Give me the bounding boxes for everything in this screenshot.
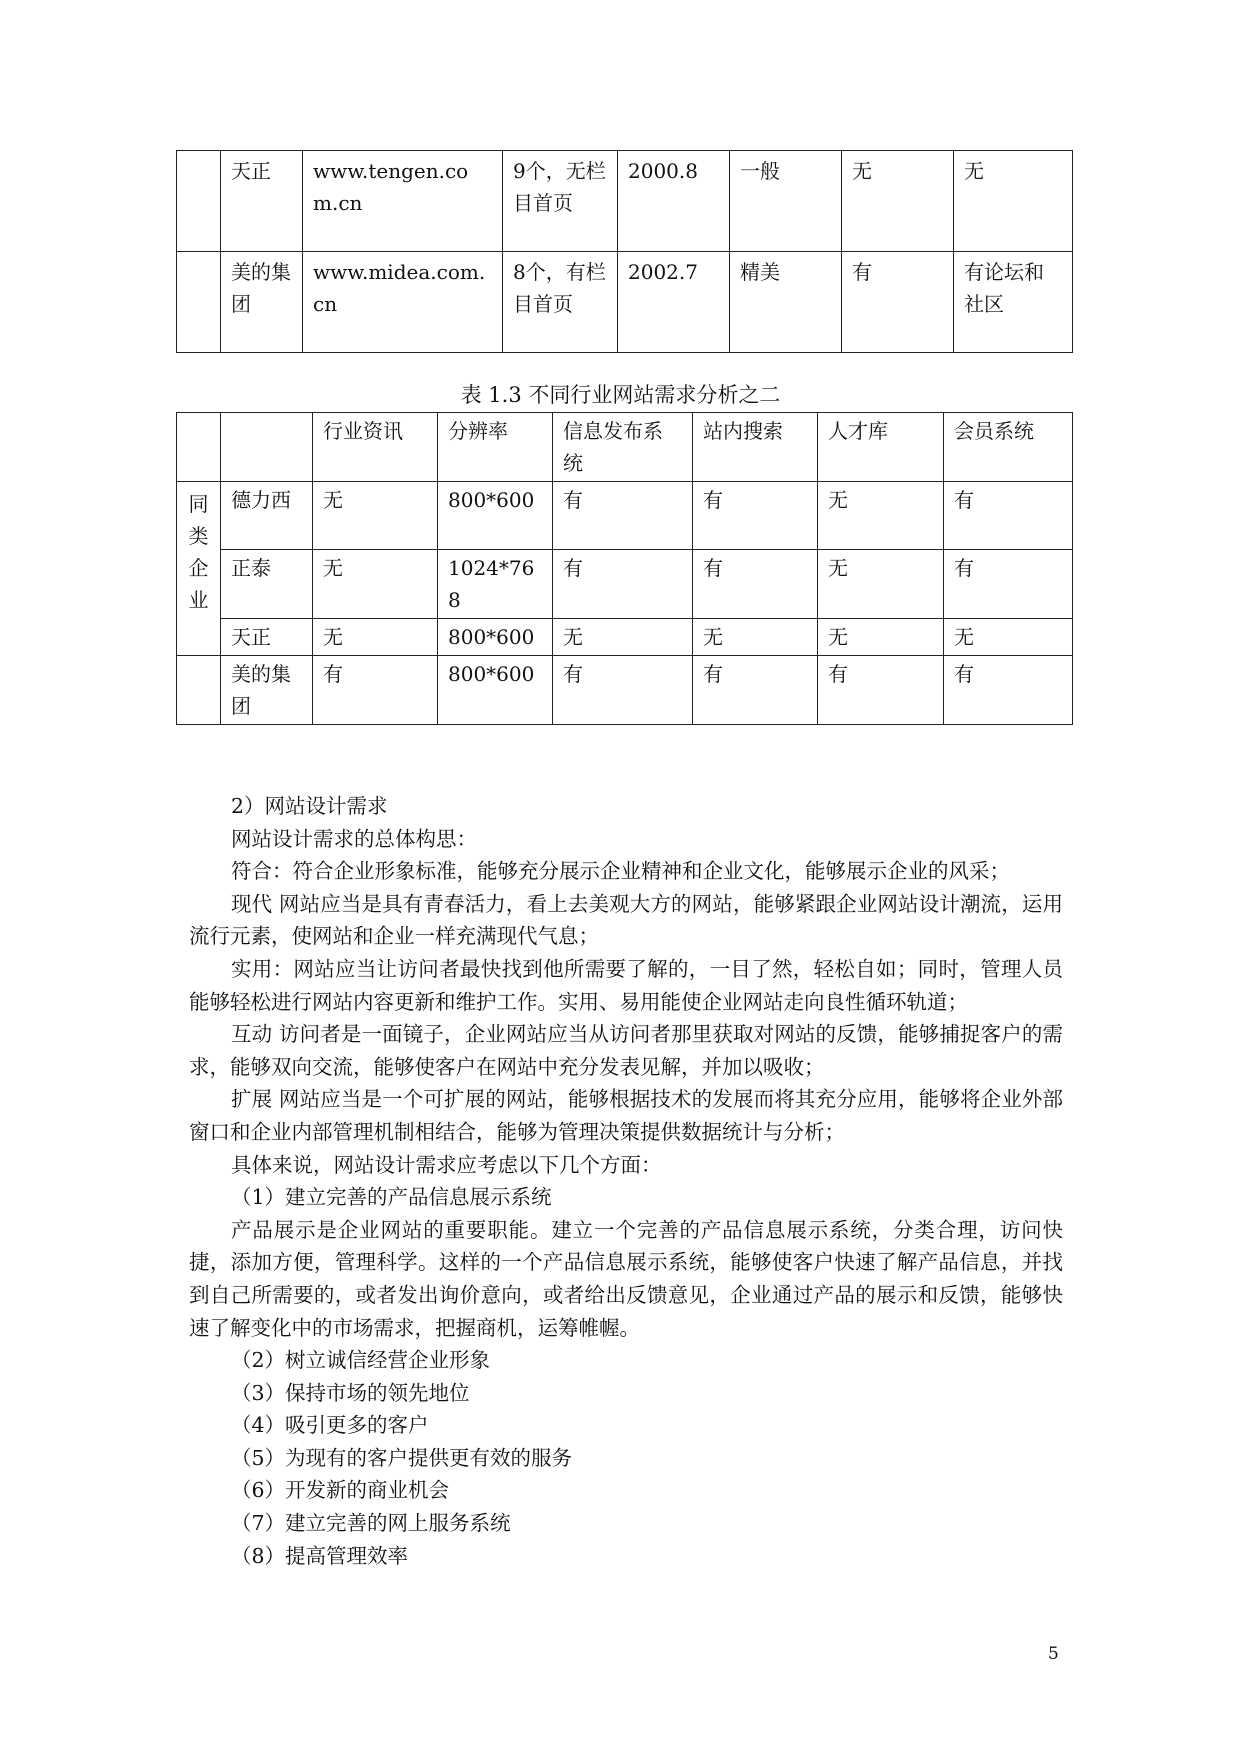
table-cell: 无	[842, 151, 954, 252]
table-cell	[177, 656, 221, 725]
list-item: （3）保持市场的领先地位	[231, 1380, 470, 1405]
paragraph: 现代 网站应当是具有青春活力，看上去美观大方的网站，能够紧跟企业网站设计潮流，运用流行元素，使网站和企业一样充满现代气息；	[189, 891, 1063, 949]
table-cell: 无	[818, 482, 944, 550]
table-cell: 2002.7	[618, 252, 730, 353]
paragraph: 具体来说，网站设计需求应考虑以下几个方面：	[231, 1152, 662, 1177]
table-cell: www.tengen.com.cn	[303, 151, 503, 252]
table-cell: 有	[693, 482, 818, 550]
paragraph: 网站设计需求的总体构思：	[231, 826, 477, 851]
table-header-cell: 分辨率	[438, 413, 553, 482]
group-label-text: 同类企业	[188, 492, 209, 612]
table-cell: 有	[693, 656, 818, 725]
paragraph: 符合：符合企业形象标准，能够充分展示企业精神和企业文化，能够展示企业的风采；	[231, 859, 1010, 884]
table-header-cell: 会员系统	[944, 413, 1073, 482]
table-cell: 精美	[730, 252, 842, 353]
table-cell: 800*600	[438, 656, 553, 725]
paragraph: 扩展 网站应当是一个可扩展的网站，能够根据技术的发展而将其充分应用，能够将企业外部窗口和企业内部管理机制相结合，能够为管理决策提供数据统计与分析；	[189, 1087, 1063, 1144]
table-header-cell: 人才库	[818, 413, 944, 482]
table-cell: 有	[944, 550, 1073, 619]
table-cell: 有	[944, 482, 1073, 550]
list-item: （7）建立完善的网上服务系统	[231, 1511, 511, 1536]
list-item: （2）树立诚信经营企业形象	[231, 1348, 491, 1373]
table-cell: 正泰	[221, 550, 313, 619]
paragraph: 实用：网站应当让访问者最快找到他所需要了解的，一目了然，轻松自如；同时，管理人员能够轻松进行网站内容更新和维护工作。实用、易用能使企业网站走向良性循环轨道；	[189, 956, 1063, 1014]
table-row	[177, 656, 1073, 725]
table-cell: 1024*768	[438, 550, 553, 619]
table-cell: 无	[818, 619, 944, 656]
table-cell: 无	[954, 151, 1073, 252]
table-cell: 天正	[221, 619, 313, 656]
table-header-cell	[221, 413, 313, 482]
table-row	[177, 482, 1073, 550]
list-item: （5）为现有的客户提供更有效的服务	[231, 1445, 573, 1470]
table-cell: 无	[313, 482, 438, 550]
table-header-cell: 行业资讯	[313, 413, 438, 482]
table-cell: 有	[693, 550, 818, 619]
table-cell: 无	[553, 619, 693, 656]
table-cell: 8个，有栏目首页	[503, 252, 618, 353]
table-header-cell: 信息发布系统	[553, 413, 693, 482]
table-cell: 有	[553, 550, 693, 619]
table-cell: 一般	[730, 151, 842, 252]
table-cell: 有	[313, 656, 438, 725]
group-label	[177, 482, 221, 656]
list-item: （1）建立完善的产品信息展示系统	[231, 1185, 552, 1210]
table-cell: 有	[944, 656, 1073, 725]
table-row	[177, 619, 1073, 656]
table-cell: 天正	[221, 151, 303, 252]
table-cell: 无	[818, 550, 944, 619]
page-number: 5	[1048, 1644, 1059, 1664]
table-cell: 800*600	[438, 619, 553, 656]
table-analysis-2	[176, 412, 1073, 725]
table-row	[177, 550, 1073, 619]
paragraph: 互动 访问者是一面镜子，企业网站应当从访问者那里获取对网站的反馈，能够捕捉客户的需求，能够双向交流，能够使客户在网站中充分发表见解，并加以吸收；	[189, 1022, 1063, 1079]
table-cell: 无	[693, 619, 818, 656]
list-item: （8）提高管理效率	[231, 1543, 409, 1568]
table-cell: 有论坛和社区	[954, 252, 1073, 353]
table-cell: 无	[944, 619, 1073, 656]
table-cell: 有	[553, 656, 693, 725]
table-cell: 800*600	[438, 482, 553, 550]
body-text	[189, 790, 1063, 1572]
table-header-cell: 站内搜索	[693, 413, 818, 482]
list-item: （6）开发新的商业机会	[231, 1478, 450, 1503]
table-cell: 有	[818, 656, 944, 725]
table-cell	[177, 151, 221, 252]
table-cell	[177, 252, 221, 353]
section-heading: 2）网站设计需求	[231, 794, 388, 818]
table-cell: 美的集团	[221, 252, 303, 353]
table-cell: 无	[313, 550, 438, 619]
table-row	[177, 151, 1073, 252]
table-cell: 9个，无栏目首页	[503, 151, 618, 252]
table-cell: 无	[313, 619, 438, 656]
table-header-cell	[177, 413, 221, 482]
table-cell: www.midea.com.cn	[303, 252, 503, 353]
table-header-row	[177, 413, 1073, 482]
paragraph: 产品展示是企业网站的重要职能。建立一个完善的产品信息展示系统，分类合理，访问快捷，添加方便，管理科学。这样的一个产品信息展示系统，能够使客户快速了解产品信息，并找到自己所需要的，或者发出询价意向，或者给出反馈意见，企业通过产品的展示和反馈，能够快速了解变化中的市场需求，把握商机，运筹帷幄。	[189, 1217, 1063, 1340]
table-continued	[176, 150, 1073, 353]
table-cell: 德力西	[221, 482, 313, 550]
table-row	[177, 252, 1073, 353]
list-item: （4）吸引更多的客户	[231, 1413, 429, 1438]
table-cell: 美的集团	[221, 656, 313, 725]
table-caption: 表 1.3 不同行业网站需求分析之二	[460, 383, 781, 407]
table-cell: 2000.8	[618, 151, 730, 252]
table-cell: 有	[553, 482, 693, 550]
table-cell: 有	[842, 252, 954, 353]
